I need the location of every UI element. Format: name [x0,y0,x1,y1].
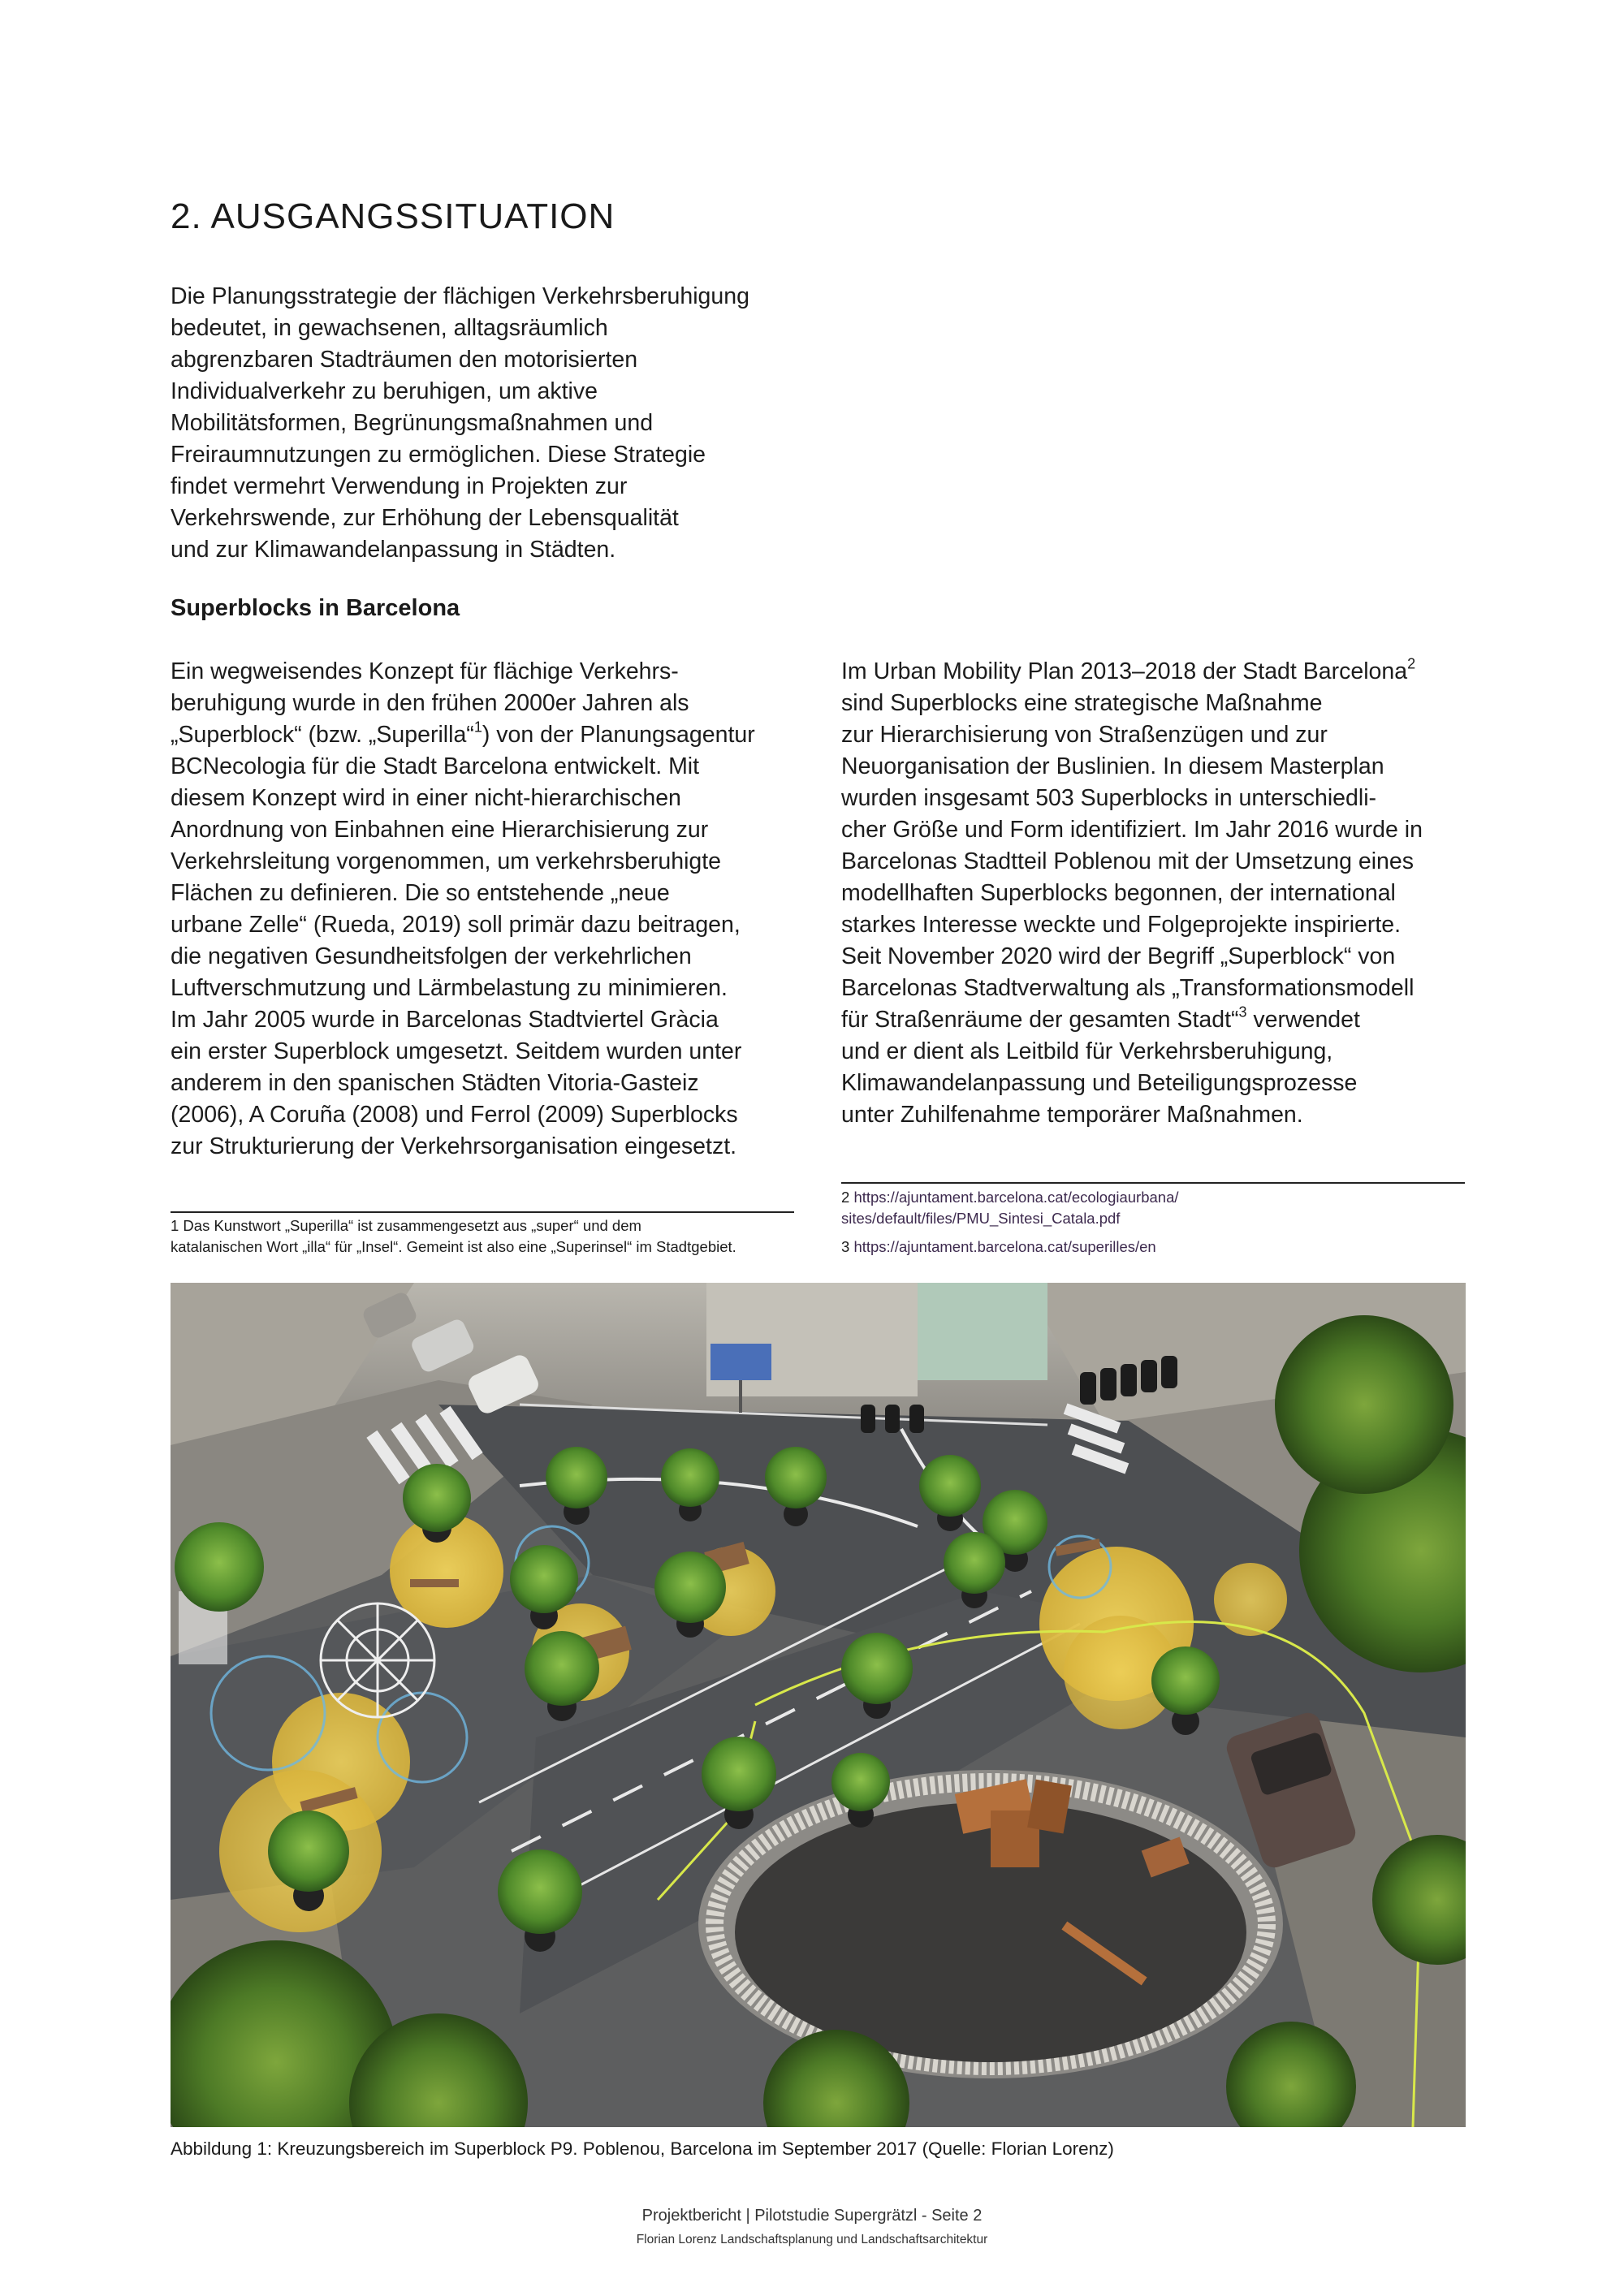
text-fragment: für Straßenräume der gesamten Stadt“ [841,1007,1239,1033]
footnote-ref-2: 2 [1407,655,1416,672]
intro-line: Die Planungsstrategie der flächigen Verkehrsberuhigung [171,283,749,309]
text-line: starkes Interesse weckte und Folgeprojekte inspirierte. [841,912,1402,938]
text-line: cher Größe und Form identifiziert. Im Jahr 2016 wurde in [841,817,1423,843]
footnote-line [841,1236,1156,1258]
figure-caption: Abbildung 1: Kreuzungsbereich im Superblock P9. Poblenou, Barcelona im September 2017 (Quelle: Florian Lorenz) [171,2138,1114,2159]
text-line: Barcelonas Stadtteil Poblenou mit der Umsetzung eines [841,848,1414,874]
footnote-number: 2 [841,1189,854,1206]
text-line: Luftverschmutzung und Lärmbelastung zu minimieren. [171,975,728,1001]
text-line: die negativen Gesundheitsfolgen der verkehrlichen [171,943,692,969]
text-line: (2006), A Coruña (2008) und Ferrol (2009) Superblocks [171,1102,738,1128]
footnote-line [841,1187,1179,1208]
text-line: wurden insgesamt 503 Superblocks in unterschiedli- [841,785,1377,811]
footnote-link[interactable]: sites/default/files/PMU_Sintesi_Catala.pdf [841,1210,1121,1227]
text-line: modellhaften Superblocks begonnen, der international [841,880,1396,906]
text-line: Anordnung von Einbahnen eine Hierarchisierung zur [171,817,709,843]
text-line: urbane Zelle“ (Rueda, 2019) soll primär dazu beitragen, [171,912,741,938]
text-line: zur Hierarchisierung von Straßenzügen und zur [841,722,1328,748]
text-line: Ein wegweisendes Konzept für flächige Verkehrs- [171,658,679,684]
footer-project-line: Projektbericht | Pilotstudie Supergrätzl - Seite 2 [641,2207,983,2225]
intro-line: abgrenzbaren Stadträumen den motorisierten [171,347,638,373]
footnote-number: 3 [841,1238,854,1255]
text-fragment: Im Urban Mobility Plan 2013–2018 der Stadt Barcelona [841,658,1408,684]
text-line: unter Zuhilfenahme temporärer Maßnahmen. [841,1102,1303,1128]
text-line: Klimawandelanpassung und Beteiligungsprozesse [841,1070,1358,1096]
intro-line: bedeutet, in gewachsenen, alltagsräumlich [171,315,608,341]
footnote-link[interactable]: https://ajuntament.barcelona.cat/ecologiaurbana/ [853,1189,1179,1206]
footnote-link[interactable]: https://ajuntament.barcelona.cat/superilles/en [853,1238,1156,1255]
text-line: sind Superblocks eine strategische Maßnahme [841,690,1323,716]
text-line: beruhigung wurde in den frühen 2000er Jahren als [171,690,689,716]
street-sign-icon [710,1344,771,1380]
text-line: BCNecologia für die Stadt Barcelona entwickelt. Mit [171,753,700,779]
footnote-divider-right [841,1182,1465,1184]
intro-line: Verkehrswende, zur Erhöhung der Lebensqualität [171,505,679,531]
section-heading: 2. AUSGANGSSITUATION [171,196,615,236]
footnote-3 [841,1236,1156,1258]
footnote-2 [841,1187,1179,1229]
text-line: anderem in den spanischen Städten Vitoria-Gasteiz [171,1070,699,1096]
text-line [171,719,804,751]
text-line: diesem Konzept wird in einer nicht-hierarchischen [171,785,681,811]
text-line: Barcelonas Stadtverwaltung als „Transformationsmodell [841,975,1415,1001]
text-line: Seit November 2020 wird der Begriff „Superblock“ von [841,943,1396,969]
text-line [841,656,1475,688]
footnote-ref-1: 1 [473,719,482,736]
intro-paragraph [171,281,812,566]
text-line: Verkehrsleitung vorgenommen, um verkehrsberuhigte [171,848,722,874]
text-line: ein erster Superblock umgesetzt. Seitdem wurden unter [171,1038,742,1064]
text-line: zur Strukturierung der Verkehrsorganisation eingesetzt. [171,1133,737,1159]
text-line: Im Jahr 2005 wurde in Barcelonas Stadtviertel Gràcia [171,1007,719,1033]
footer-author-line: Florian Lorenz Landschaftsplanung und Landschaftsarchitektur [636,2233,988,2246]
intro-line: und zur Klimawandelanpassung in Städten. [171,537,616,563]
text-line: und er dient als Leitbild für Verkehrsberuhigung, [841,1038,1333,1064]
text-line: Neuorganisation der Buslinien. In diesem Masterplan [841,753,1384,779]
subheading: Superblocks in Barcelona [171,595,460,621]
footnote-ref-3: 3 [1238,1003,1247,1021]
intro-line: Individualverkehr zu beruhigen, um aktive [171,378,598,404]
footnote-divider-left [171,1211,794,1213]
intro-line: Freiraumnutzungen zu ermöglichen. Diese Strategie [171,442,706,468]
text-line: Flächen zu definieren. Die so entstehende „neue [171,880,670,906]
intro-line: Mobilitätsformen, Begrünungsmaßnahmen und [171,410,654,436]
text-fragment: ) von der Planungsagentur [482,722,755,748]
footnote-line: 1 Das Kunstwort „Superilla“ ist zusammengesetzt aus „super“ und dem [171,1217,641,1234]
superblock-aerial-photo [171,1283,1466,2127]
right-column-text [841,656,1475,1131]
text-fragment: verwendet [1246,1007,1360,1033]
footnote-line: katalanischen Wort „illa“ für „Insel“. Gemeint ist also eine „Superinsel“ im Stadtgebiet. [171,1238,736,1255]
text-fragment: „Superblock“ (bzw. „Superilla“ [171,722,474,748]
intro-line: findet vermehrt Verwendung in Projekten zur [171,473,628,499]
left-column-text [171,656,804,1163]
footnote-1 [171,1215,736,1258]
text-line [841,1004,1475,1036]
